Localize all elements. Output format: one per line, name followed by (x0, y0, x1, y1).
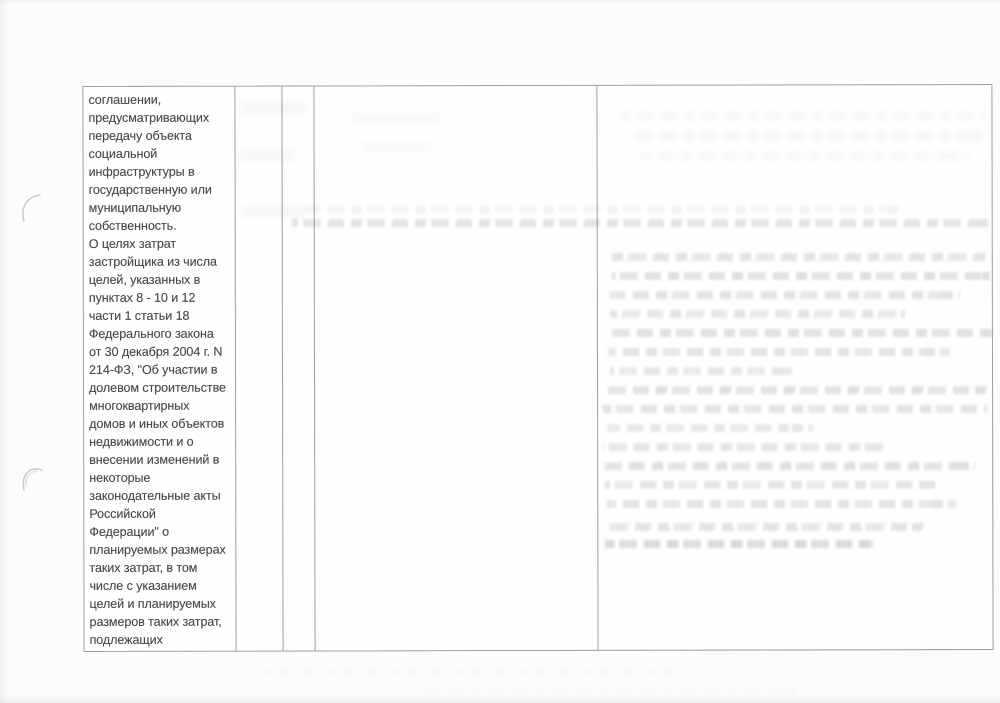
table-cell-empty-3 (314, 86, 598, 651)
left-column-text: соглашении, предусматривающих передачу объекта социальной инфраструктуры в государственную или муниципальную собственность. О целях затрат застройщика из числа целей, указанных в пунктах 8 - 10 и 12 части 1 статьи 18 Федерального закона от 30 декабря 2004 г. N 214-ФЗ, "Об участии в долевом строительстве многоквартирных домов и иных объектов недвижимости и о внесении изменений в некоторые законодательные акты Российской Федерации" о планируемых размерах таких затрат, в том числе с указанием целей и планируемых размеров таких затрат, подлежащих (88, 92, 226, 647)
scan-edge-shadow-left (0, 0, 6, 703)
table-cell-empty-4 (597, 85, 992, 650)
scan-edge-shadow-bottom (0, 696, 1000, 703)
table-cell-empty-2 (282, 86, 315, 650)
scan-edge-shadow-top (0, 0, 1000, 5)
document-table (82, 84, 993, 652)
pen-mark-icon (12, 190, 46, 226)
table-cell-text-column (83, 87, 236, 651)
table-cell-empty-1 (235, 87, 283, 651)
pen-mark-icon (12, 461, 46, 497)
